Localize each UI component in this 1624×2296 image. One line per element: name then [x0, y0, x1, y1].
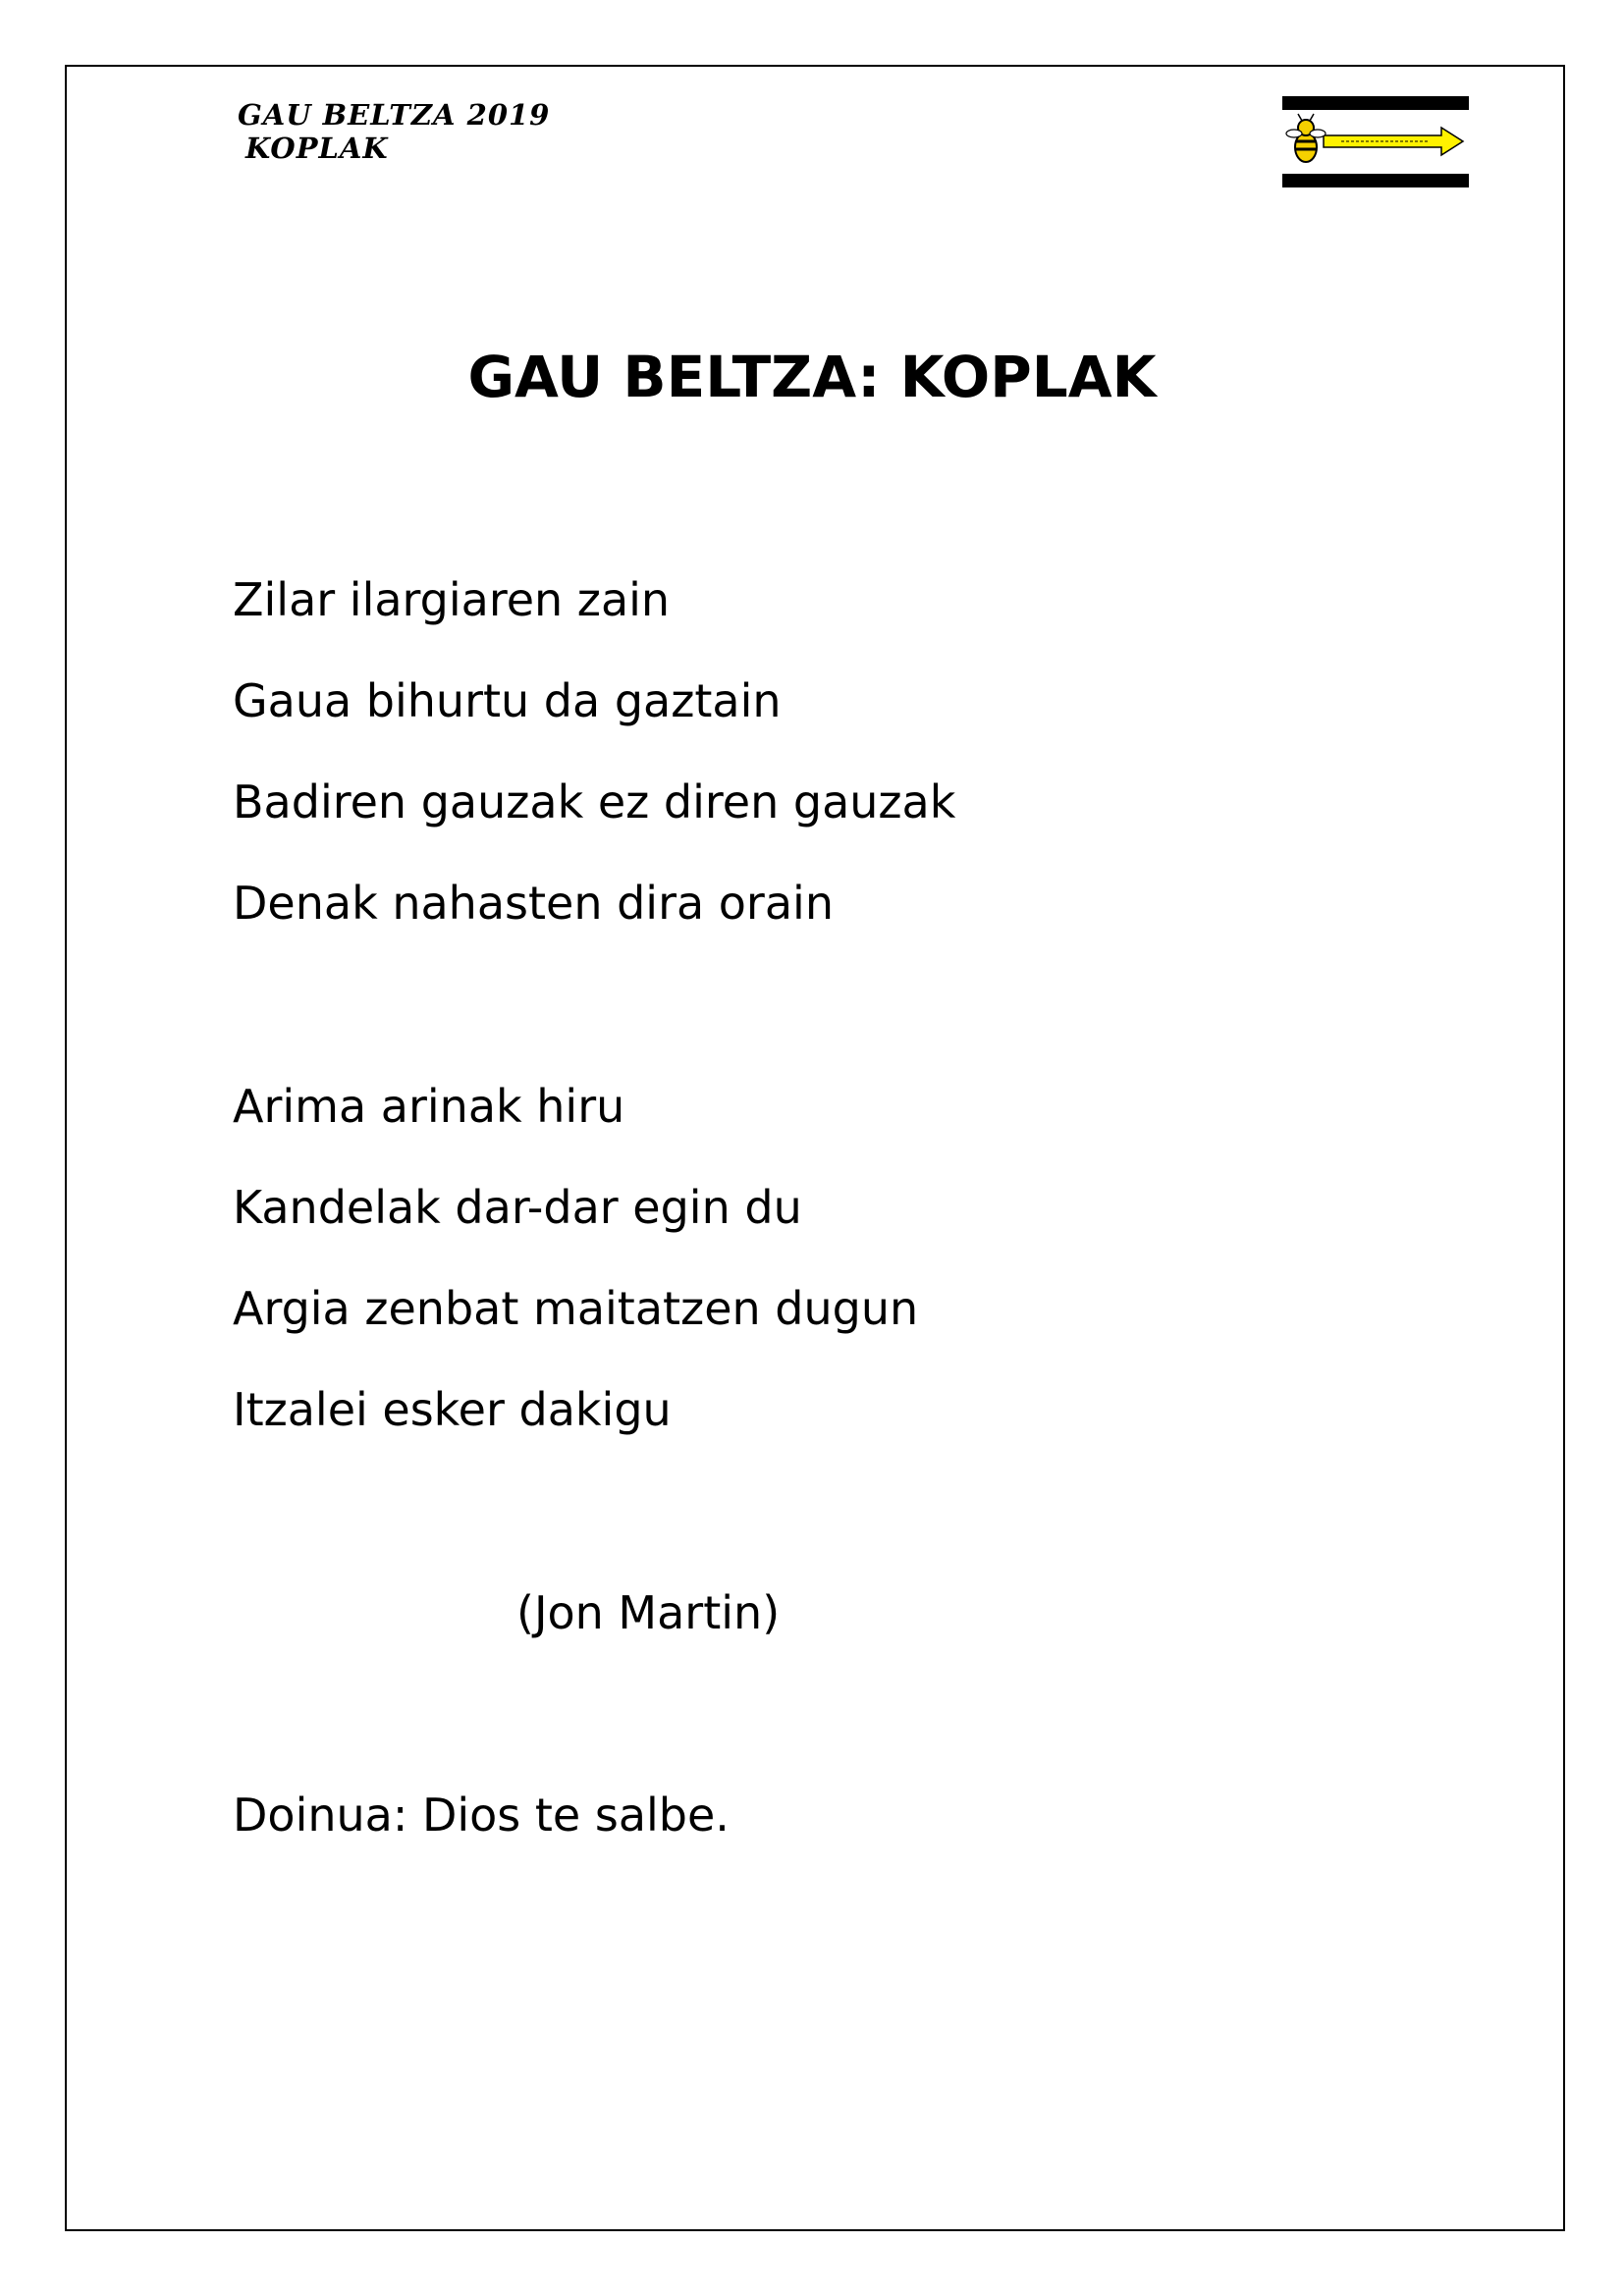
- page-header: [238, 98, 550, 165]
- verse-line: Zilar ilargiaren zain: [233, 573, 671, 626]
- author-credit: (Jon Martin): [516, 1586, 781, 1639]
- verse-line: Gaua bihurtu da gaztain: [233, 674, 782, 727]
- verse-line: Kandelak dar-dar egin du: [233, 1181, 802, 1234]
- stanza-1: [233, 550, 955, 954]
- verse-line: Badiren gauzak ez diren gauzak: [233, 775, 956, 828]
- verse-line: Denak nahasten dira orain: [233, 877, 834, 930]
- header-line-2: KOPLAK: [245, 132, 389, 165]
- stanza-2: [233, 1056, 918, 1461]
- header-line-1: GAU BELTZA 2019: [238, 98, 551, 132]
- page-title: GAU BELTZA: KOPLAK: [467, 344, 1157, 410]
- bee-arrow-logo-icon: [1282, 96, 1469, 187]
- tune-note: Doinua: Dios te salbe.: [233, 1789, 730, 1842]
- verse-line: Itzalei esker dakigu: [233, 1383, 672, 1436]
- verse-line: Argia zenbat maitatzen dugun: [233, 1282, 919, 1335]
- verse-line: Arima arinak hiru: [233, 1080, 625, 1133]
